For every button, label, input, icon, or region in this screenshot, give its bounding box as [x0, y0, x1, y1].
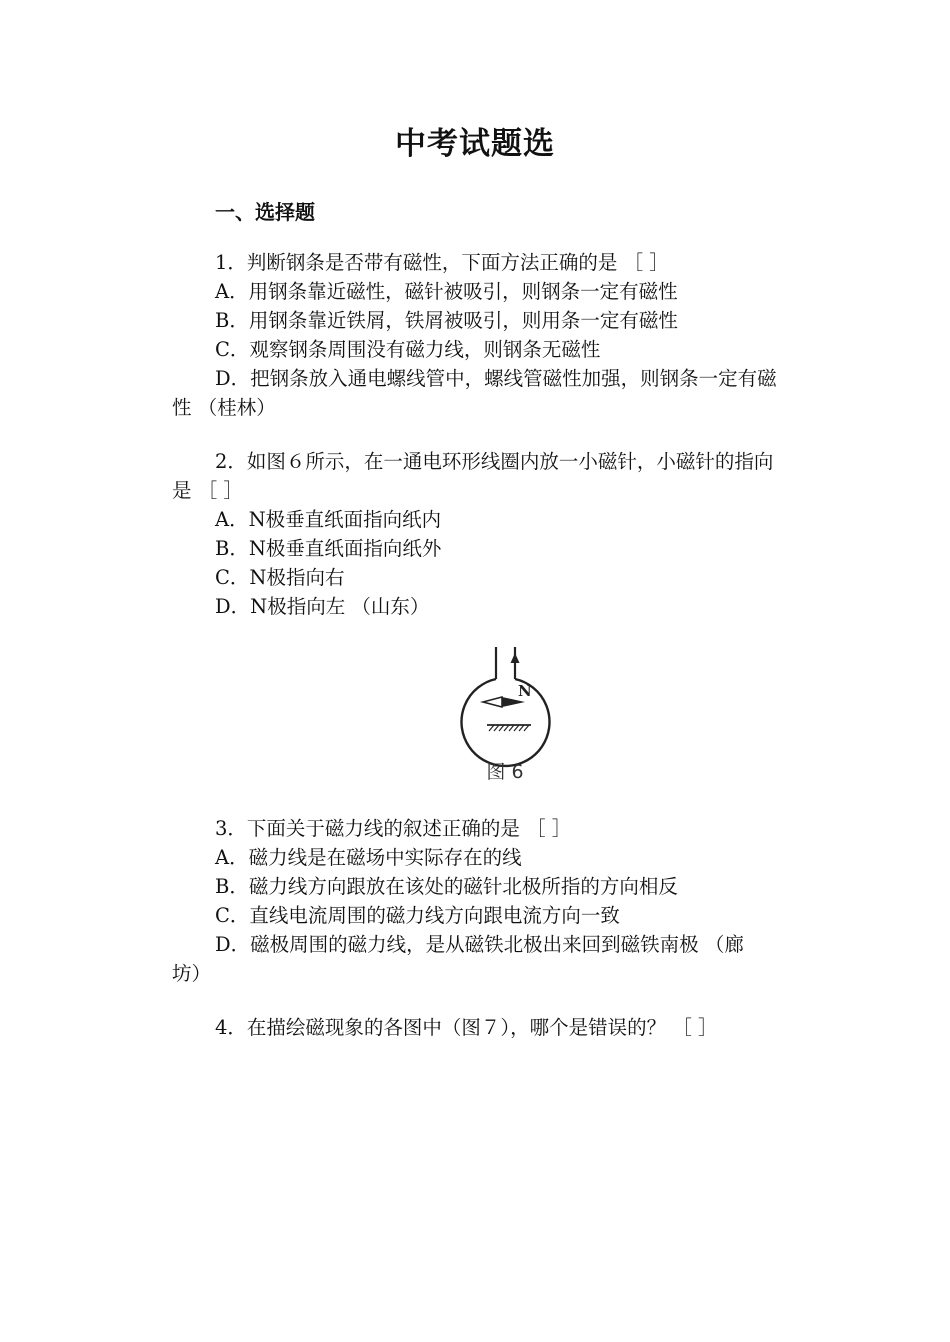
question-2-option-c: C．N极指向右: [215, 566, 345, 589]
question-2-stem-continuation: 是 ［ ］: [172, 479, 243, 502]
question-3-option-d-continuation: 坊）: [172, 962, 212, 985]
question-1-option-b: B．用钢条靠近铁屑，铁屑被吸引，则用条一定有磁性: [215, 309, 678, 332]
current-arrow-icon: [511, 653, 520, 663]
question-2-option-a: A．N极垂直纸面指向纸内: [215, 508, 442, 531]
question-1-option-c: C．观察钢条周围没有磁力线，则钢条无磁性: [215, 338, 601, 361]
question-3-option-c: C．直线电流周围的磁力线方向跟电流方向一致: [215, 904, 620, 927]
needle-label: N: [518, 682, 532, 700]
question-2-option-d: D．N极指向左 （山东）: [215, 595, 430, 618]
question-4-stem: 4．在描绘磁现象的各图中（图７），哪个是错误的？ ［ ］: [215, 1016, 718, 1039]
ring-coil-diagram: [455, 645, 565, 785]
question-1-option-a: A．用钢条靠近磁性，磁针被吸引，则钢条一定有磁性: [215, 280, 678, 303]
needle-south-icon: [483, 697, 502, 707]
figure-caption: 图 6: [486, 761, 524, 783]
question-2-option-b: B．N极垂直纸面指向纸外: [215, 537, 442, 560]
question-1-stem: 1．判断钢条是否带有磁性，下面方法正确的是 ［ ］: [215, 251, 669, 274]
figure-6: [455, 645, 565, 785]
page-title: 中考试题选: [395, 126, 555, 162]
question-3-option-a: A．磁力线是在磁场中实际存在的线: [215, 846, 522, 869]
question-2-stem: 2．如图６所示，在一通电环形线圈内放一小磁针，小磁针的指向: [215, 450, 774, 473]
question-1-option-d-continuation: 性 （桂林）: [172, 396, 276, 419]
section-heading: 一、选择题: [215, 200, 315, 224]
question-3-option-b: B．磁力线方向跟放在该处的磁针北极所指的方向相反: [215, 875, 678, 898]
question-1-option-d: D．把钢条放入通电螺线管中，螺线管磁性加强，则钢条一定有磁: [215, 367, 777, 390]
question-3-stem: 3．下面关于磁力线的叙述正确的是 ［ ］: [215, 817, 572, 840]
question-3-option-d: D．磁极周围的磁力线，是从磁铁北极出来回到磁铁南极 （廊: [215, 933, 744, 956]
